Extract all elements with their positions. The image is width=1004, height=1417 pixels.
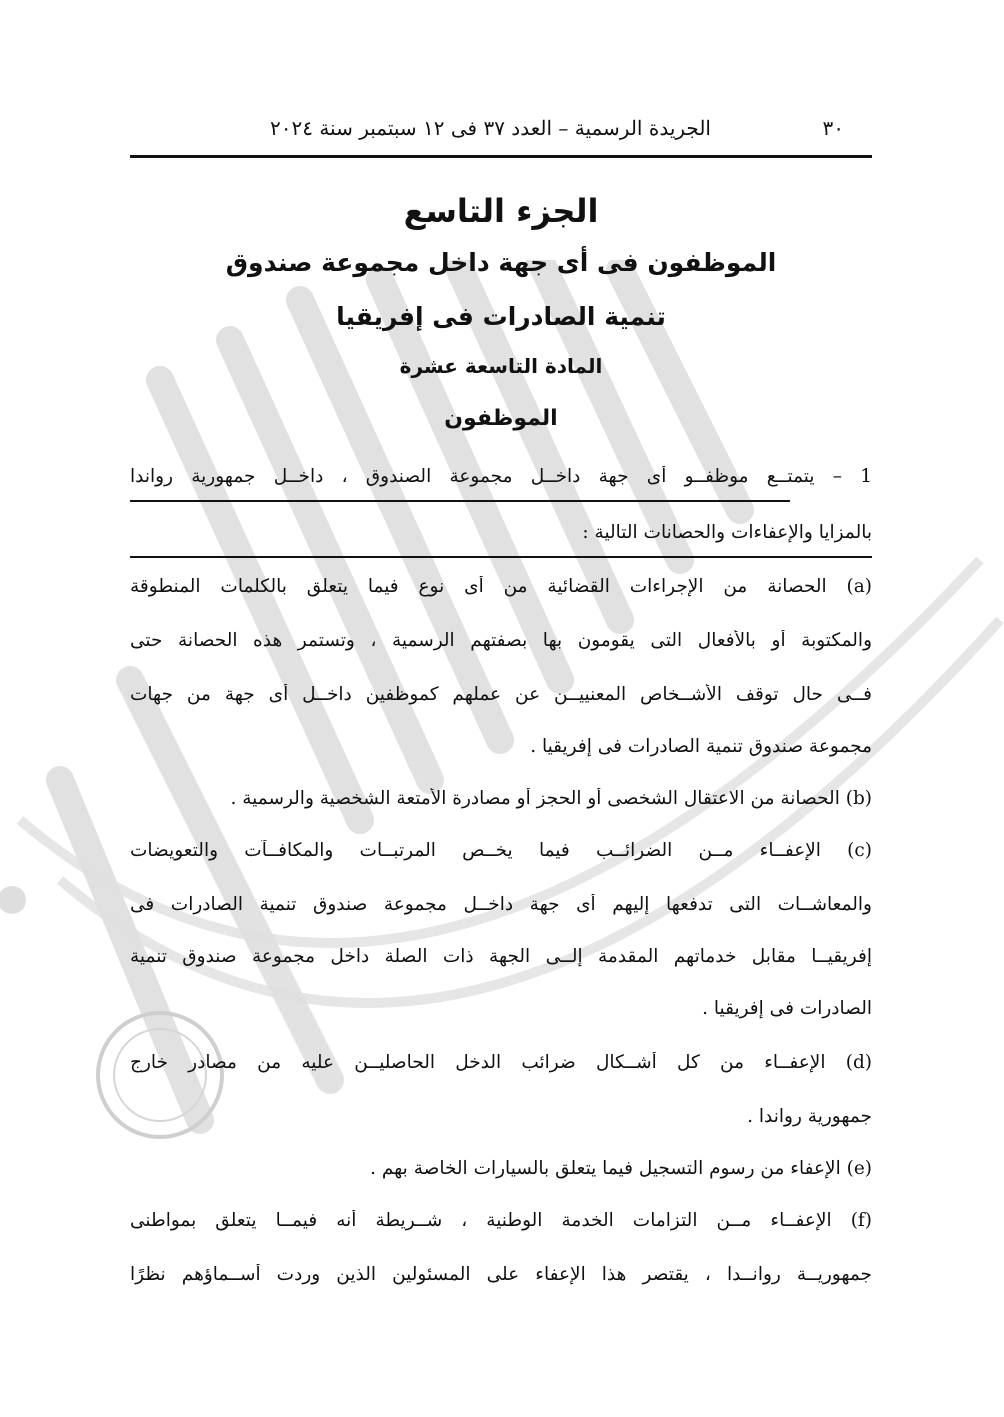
body-line: والمعاشــات التى تدفعها إليهم أى جهة داخــل مجموعة صندوق تنمية الصادرات فى [130, 894, 872, 915]
body-line: جمهوريــة روانــدا ، يقتصر هذا الإعفاء على المسئولين الذين وردت أســماؤهم نظرًا [130, 1264, 872, 1285]
page-header [130, 112, 872, 146]
article-subject: الموظفون [444, 406, 558, 431]
body-line: إفريقيــا مقابل خدماتهم المقدمة إلــى الجهة ذات الصلة داخل مجموعة صندوق تنمية [130, 946, 872, 967]
part-subtitle-line-2: تنمية الصادرات فى إفريقيا [336, 302, 666, 331]
underline [130, 500, 790, 502]
archive-watermark [0, 260, 1004, 1160]
underline [130, 556, 872, 558]
body-line: بالمزايا والإعفاءات والحصانات التالية : [582, 522, 872, 543]
page-number: ٣٠ [822, 116, 844, 140]
part-subtitle-line-1: الموظفون فى أى جهة داخل مجموعة صندوق [225, 248, 777, 277]
body-line: 1 – يتمتــع موظفــو أى جهة داخــل مجموعة الصندوق ، داخــل جمهورية رواندا [130, 466, 872, 487]
body-line: (d) الإعفــاء من كل أشــكال ضرائب الدخل الحاصليــن عليه من مصادر خارج [130, 1052, 872, 1073]
body-line: (e) الإعفاء من رسوم التسجيل فيما يتعلق بالسيارات الخاصة بهم . [370, 1158, 872, 1179]
body-line: جمهورية رواندا . [747, 1106, 872, 1127]
body-line: مجموعة صندوق تنمية الصادرات فى إفريقيا . [530, 736, 872, 757]
article-title: المادة التاسعة عشرة [399, 354, 603, 378]
part-title: الجزء التاسع [403, 192, 599, 230]
body-line: (b) الحصانة من الاعتقال الشخصى أو الحجز أو مصادرة الأمتعة الشخصية والرسمية . [230, 788, 872, 809]
body-line: فــى حال توقف الأشــخاص المعنييــن عن عملهم كموظفين داخــل أى جهة من جهات [130, 684, 872, 705]
body-line: (f) الإعفــاء مــن التزامات الخدمة الوطنية ، شــريطة أنه فيمــا يتعلق بمواطنى [130, 1210, 872, 1231]
header-rule [130, 155, 872, 158]
body-line: الصادرات فى إفريقيا . [702, 998, 872, 1019]
running-title: الجريدة الرسمية – العدد ٣٧ فى ١٢ سبتمبر سنة ٢٠٢٤ [270, 116, 711, 140]
body-line: (c) الإعفــاء مــن الضرائــب فيما يخــص المرتبــات والمكافــآت والتعويضات [130, 840, 872, 861]
body-line: (a) الحصانة من الإجراءات القضائية من أى نوع فيما يتعلق بالكلمات المنطوقة [130, 576, 872, 597]
body-line: والمكتوبة أو بالأفعال التى يقومون بها بصفتهم الرسمية ، وتستمر هذه الحصانة حتى [130, 630, 872, 651]
